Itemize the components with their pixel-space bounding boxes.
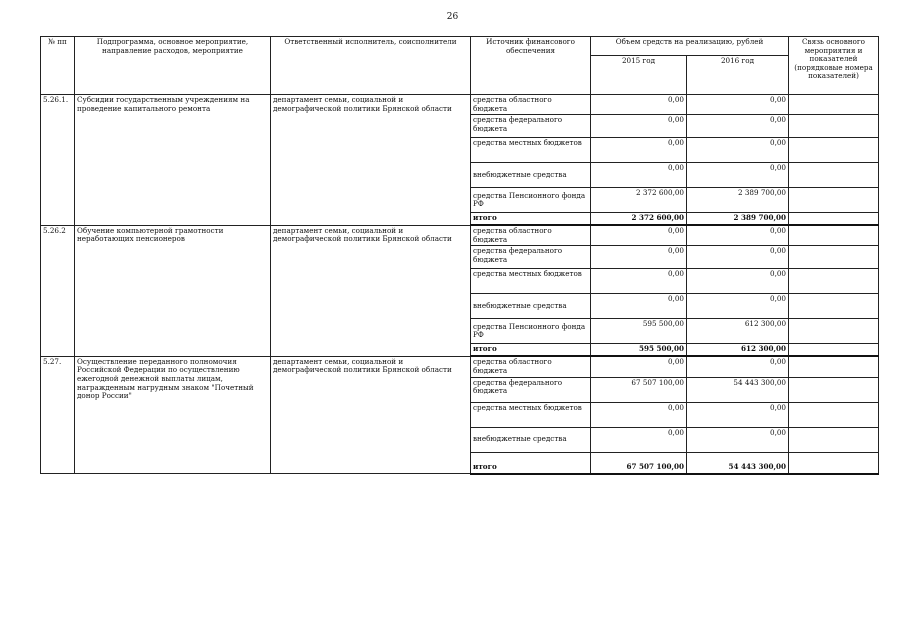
header-year-2015: 2015 год [591,56,687,95]
source-label: средства областного бюджета [471,225,591,246]
row-name: Осуществление переданного полномочия Российской Федерации по осуществлению ежегодной денежной выплаты лицам, награжденным нагрудным знаком "Почетный донор России" [75,356,271,473]
total-2015: 2 372 600,00 [591,213,687,226]
row-executor: департамент семьи, социальной и демографической политики Брянской области [271,95,471,226]
value-2015: 0,00 [591,138,687,163]
value-2016: 0,00 [687,95,789,115]
header-name: Подпрограмма, основное мероприятие, направление расходов, мероприятие [75,37,271,95]
value-2015: 0,00 [591,95,687,115]
header-link: Связь основного мероприятия и показателей (порядковые номера показателей) [789,37,879,95]
link-cell [789,213,879,226]
value-2016: 0,00 [687,356,789,377]
value-2015: 0,00 [591,269,687,294]
value-2015: 0,00 [591,402,687,427]
link-cell [789,402,879,427]
header-source: Источник финансового обеспечения [471,37,591,95]
link-cell [789,427,879,452]
row-number: 5.26.1. [41,95,75,226]
link-cell [789,269,879,294]
total-2015: 595 500,00 [591,344,687,357]
source-label-total: итого [471,452,591,474]
value-2016: 0,00 [687,225,789,246]
row-executor: департамент семьи, социальной и демографической политики Брянской области [271,356,471,473]
source-label: средства Пенсионного фонда РФ [471,319,591,344]
link-cell [789,356,879,377]
row-number: 5.27. [41,356,75,473]
link-cell [789,188,879,213]
source-label: средства местных бюджетов [471,402,591,427]
value-2015: 0,00 [591,225,687,246]
row-name: Субсидии государственным учреждениям на проведение капитального ремонта [75,95,271,226]
link-cell [789,115,879,138]
value-2016: 0,00 [687,269,789,294]
source-label: средства федерального бюджета [471,246,591,269]
header-number: № пп [41,37,75,95]
link-cell [789,452,879,474]
header-executor: Ответственный исполнитель, соисполнители [271,37,471,95]
link-cell [789,344,879,357]
source-label: средства областного бюджета [471,356,591,377]
total-2016: 54 443 300,00 [687,452,789,474]
table-row [41,356,879,377]
value-2015: 0,00 [591,356,687,377]
table-row [41,95,879,115]
total-2016: 2 389 700,00 [687,213,789,226]
source-label: внебюджетные средства [471,163,591,188]
link-cell [789,294,879,319]
link-cell [789,95,879,115]
source-label: средства Пенсионного фонда РФ [471,188,591,213]
value-2015: 0,00 [591,246,687,269]
row-number: 5.26.2 [41,225,75,356]
value-2016: 0,00 [687,402,789,427]
source-label: средства местных бюджетов [471,138,591,163]
value-2016: 0,00 [687,246,789,269]
link-cell [789,138,879,163]
value-2015: 2 372 600,00 [591,188,687,213]
row-name: Обучение компьютерной грамотности неработающих пенсионеров [75,225,271,356]
link-cell [789,163,879,188]
source-label: внебюджетные средства [471,294,591,319]
value-2016: 0,00 [687,163,789,188]
source-label-total: итого [471,213,591,226]
source-label: средства местных бюджетов [471,269,591,294]
source-label: внебюджетные средства [471,427,591,452]
source-label-total: итого [471,344,591,357]
value-2016: 2 389 700,00 [687,188,789,213]
value-2015: 595 500,00 [591,319,687,344]
value-2015: 67 507 100,00 [591,377,687,402]
value-2015: 0,00 [591,115,687,138]
value-2015: 0,00 [591,427,687,452]
header-year-2016: 2016 год [687,56,789,95]
value-2016: 54 443 300,00 [687,377,789,402]
source-label: средства федерального бюджета [471,115,591,138]
value-2016: 612 300,00 [687,319,789,344]
value-2016: 0,00 [687,138,789,163]
link-cell [789,246,879,269]
link-cell [789,225,879,246]
link-cell [789,377,879,402]
header-amount: Объем средств на реализацию, рублей [591,37,789,56]
value-2016: 0,00 [687,294,789,319]
budget-table [40,36,879,475]
table-row [41,225,879,246]
total-2016: 612 300,00 [687,344,789,357]
total-2015: 67 507 100,00 [591,452,687,474]
value-2016: 0,00 [687,115,789,138]
source-label: средства областного бюджета [471,95,591,115]
value-2016: 0,00 [687,427,789,452]
value-2015: 0,00 [591,163,687,188]
page-number: 26 [446,12,459,22]
source-label: средства федерального бюджета [471,377,591,402]
link-cell [789,319,879,344]
row-executor: департамент семьи, социальной и демографической политики Брянской области [271,225,471,356]
value-2015: 0,00 [591,294,687,319]
